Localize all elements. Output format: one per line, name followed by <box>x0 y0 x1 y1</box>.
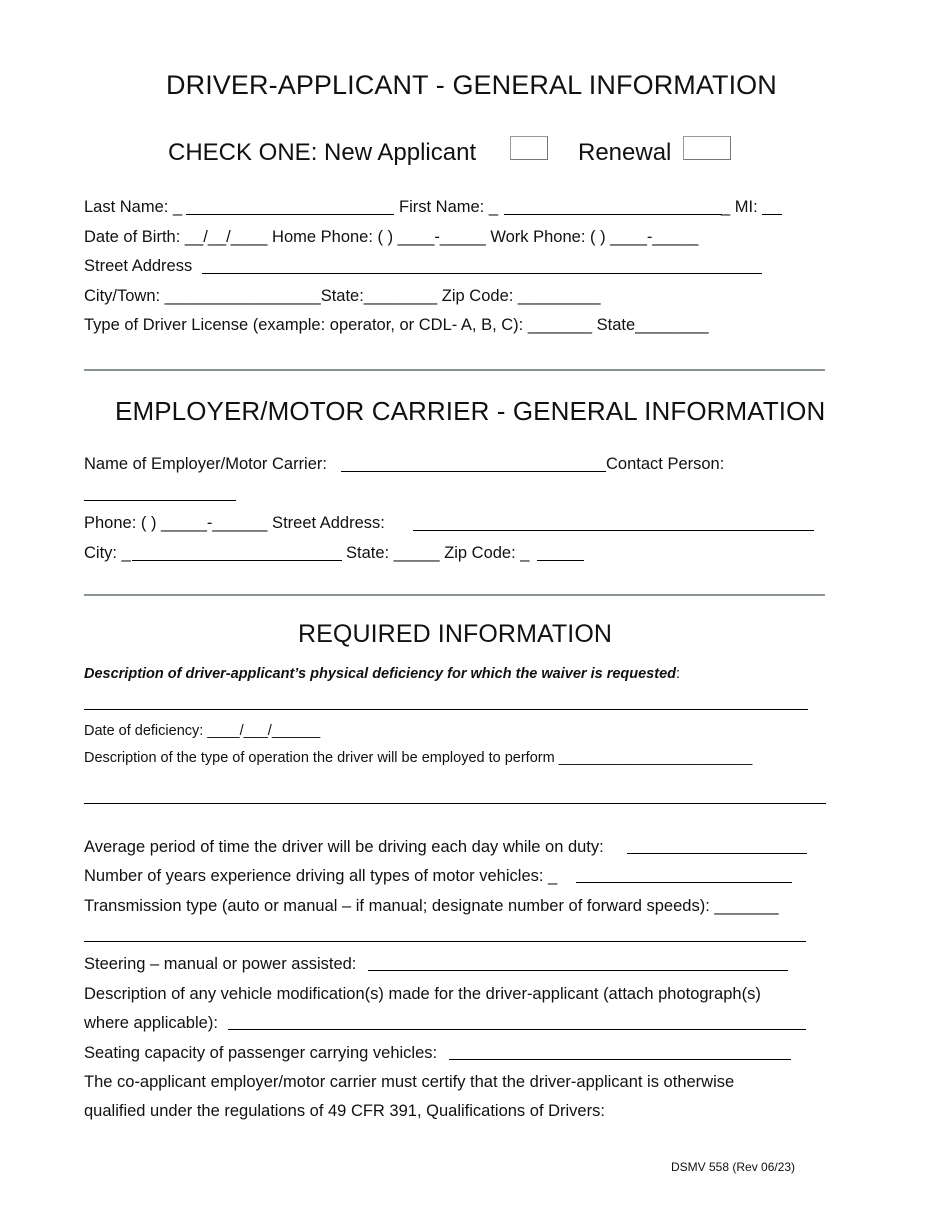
renewal-checkbox[interactable] <box>683 136 731 160</box>
new-applicant-checkbox[interactable] <box>510 136 548 160</box>
steering-label: Steering – manual or power assisted: <box>84 955 357 973</box>
last-name-field[interactable] <box>186 214 394 215</box>
deficiency-description-text: Description of driver-applicant’s physical deficiency for which the waiver is requested <box>84 666 676 682</box>
steering-field[interactable] <box>368 970 788 971</box>
check-one-label: CHECK ONE: New Applicant <box>168 139 477 166</box>
transmission-field[interactable] <box>84 941 806 942</box>
modification-label-cont: where applicable): <box>84 1014 218 1032</box>
modification-field[interactable] <box>228 1029 806 1030</box>
dob-phone-line[interactable]: Date of Birth: __/__/____ Home Phone: ( ) ____-_____ Work Phone: ( ) ____-_____ <box>84 228 699 246</box>
contact-person-field[interactable] <box>84 500 236 501</box>
street-address-field[interactable] <box>202 273 762 274</box>
employer-name-field[interactable] <box>341 471 606 472</box>
section-title-driver-applicant: DRIVER-APPLICANT - GENERAL INFORMATION <box>166 70 777 100</box>
operation-description-line: Description of the type of operation the driver will be employed to perform ________________________ <box>84 750 753 766</box>
employer-state-zip-label: State: _____ Zip Code: _ <box>346 544 530 562</box>
certify-statement: The co-applicant employer/motor carrier must certify that the driver-applicant is otherwise <box>84 1073 735 1091</box>
deficiency-description-colon: : <box>676 666 681 682</box>
seating-capacity-field[interactable] <box>449 1059 791 1060</box>
section-title-employer: EMPLOYER/MOTOR CARRIER - GENERAL INFORMATION <box>115 396 826 426</box>
renewal-label: Renewal <box>578 139 672 166</box>
certify-statement-cont: qualified under the regulations of 49 CFR 391, Qualifications of Drivers: <box>84 1102 605 1120</box>
operation-description-field[interactable] <box>84 803 826 804</box>
first-name-field[interactable] <box>504 214 722 215</box>
last-name-label: Last Name: _ <box>84 198 183 216</box>
employer-zip-field[interactable] <box>537 560 584 561</box>
city-state-zip-line[interactable]: City/Town: _________________State:________ Zip Code: _________ <box>84 287 601 305</box>
employer-city-field[interactable] <box>132 560 342 561</box>
street-address-label: Street Address <box>84 257 193 275</box>
first-name-label: First Name: _ <box>399 198 499 216</box>
employer-street-field[interactable] <box>413 530 814 531</box>
deficiency-date-line[interactable]: Date of deficiency: ____/___/______ <box>84 723 321 739</box>
seating-capacity-label: Seating capacity of passenger carrying vehicles: <box>84 1044 438 1062</box>
form-number: DSMV 558 (Rev 06/23) <box>671 1160 796 1174</box>
transmission-label: Transmission type (auto or manual – if manual; designate number of forward speeds): _______ <box>84 897 779 915</box>
section-divider <box>84 594 825 596</box>
years-experience-field[interactable] <box>576 882 792 883</box>
deficiency-description-label <box>84 665 680 683</box>
years-experience-label: Number of years experience driving all types of motor vehicles: _ <box>84 867 558 885</box>
avg-driving-time-label: Average period of time the driver will be driving each day while on duty: <box>84 838 604 856</box>
mi-field[interactable] <box>762 214 782 215</box>
deficiency-description-field[interactable] <box>84 709 808 710</box>
license-type-line[interactable]: Type of Driver License (example: operator, or CDL- A, B, C): _______ State________ <box>84 316 709 334</box>
avg-driving-time-field[interactable] <box>627 853 807 854</box>
employer-city-label: City: _ <box>84 544 131 562</box>
mi-label: _ MI: <box>721 198 758 216</box>
employer-name-label: Name of Employer/Motor Carrier: <box>84 455 327 473</box>
modification-label: Description of any vehicle modification(s) made for the driver-applicant (attach photograph(s) <box>84 985 761 1003</box>
section-title-required: REQUIRED INFORMATION <box>298 620 613 648</box>
employer-phone-label: Phone: ( ) _____-______ Street Address: <box>84 514 385 532</box>
contact-person-label: Contact Person: <box>606 455 725 473</box>
section-divider <box>84 369 825 371</box>
